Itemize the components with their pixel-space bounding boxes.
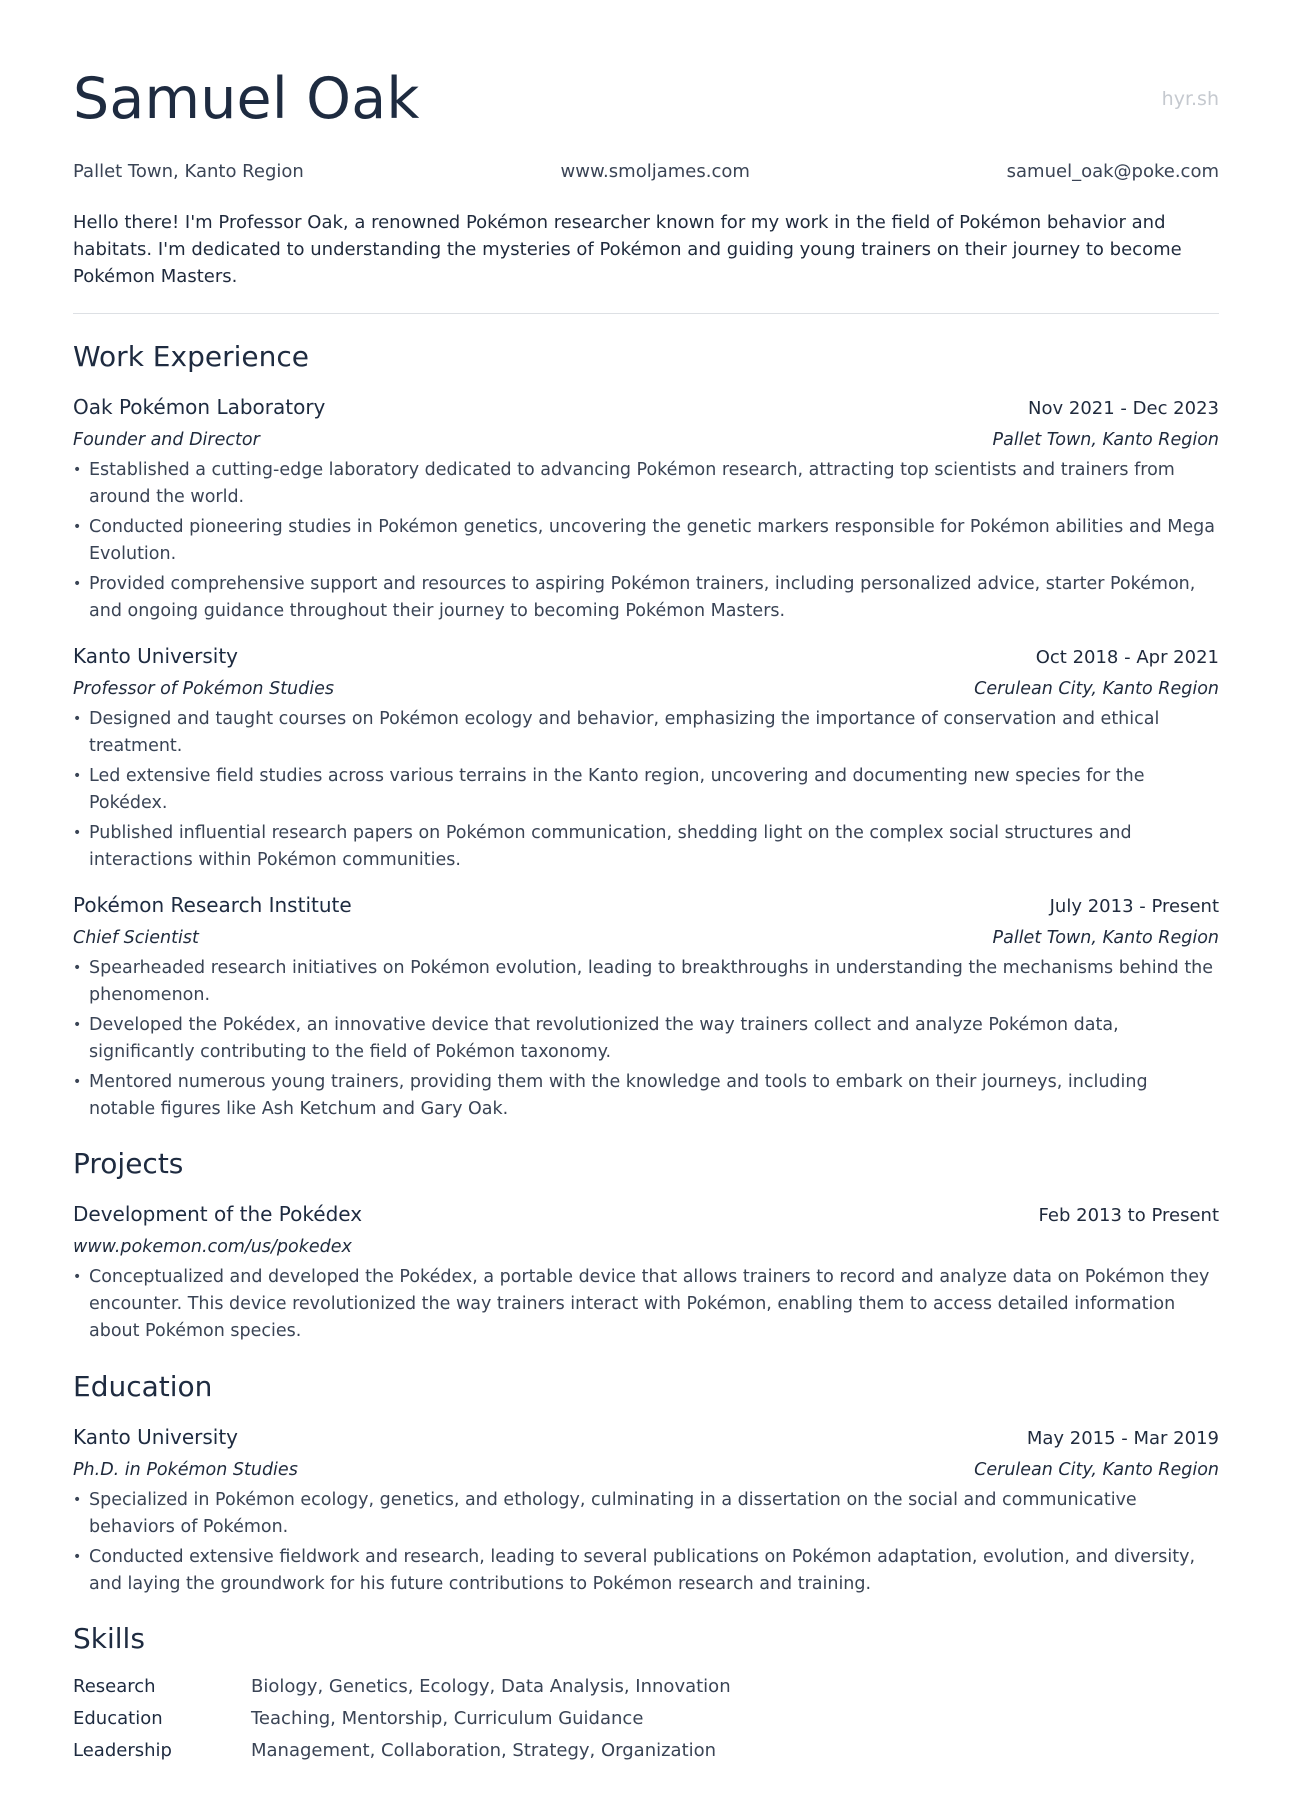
project-dates: Feb 2013 to Present <box>1038 1205 1219 1226</box>
section-title-skills: Skills <box>73 1622 145 1655</box>
work-entry <box>73 890 1219 1123</box>
skill-items: Management, Collaboration, Strategy, Organization <box>251 1740 717 1761</box>
work-org: Pokémon Research Institute <box>73 893 352 917</box>
bullet-item: • Established a cutting-edge laboratory dedicated to advancing Pokémon research, attracting top scientists and trainers from around the world. <box>73 457 1219 511</box>
work-role: Professor of Pokémon Studies <box>73 679 334 699</box>
work-bullets <box>73 706 1219 874</box>
work-location: Pallet Town, Kanto Region <box>992 430 1219 450</box>
work-entry <box>73 641 1219 874</box>
work-role: Founder and Director <box>73 430 260 450</box>
bullet-item: • Designed and taught courses on Pokémon ecology and behavior, emphasizing the importance of conservation and ethical treatment. <box>73 706 1219 760</box>
bullet-item: • Conducted extensive fieldwork and research, leading to several publications on Pokémon adaptation, evolution, and diversity, and laying the groundwork for his future contributions to Pokémon research and training. <box>73 1544 1219 1598</box>
education-bullets <box>73 1487 1219 1598</box>
bullet-item: • Conducted pioneering studies in Pokémon genetics, uncovering the genetic markers responsible for Pokémon abilities and Mega Evolution. <box>73 514 1219 568</box>
bullet-item: • Led extensive field studies across various terrains in the Kanto region, uncovering and documenting new species for the Pokédex. <box>73 763 1219 817</box>
section-title-work: Work Experience <box>73 340 309 373</box>
work-org: Kanto University <box>73 644 239 668</box>
skills-table <box>73 1671 1219 1767</box>
skill-category: Leadership <box>73 1740 172 1761</box>
work-bullets <box>73 955 1219 1123</box>
header-divider <box>73 313 1219 314</box>
project-entry <box>73 1199 1219 1345</box>
skill-row <box>73 1735 1219 1767</box>
bullet-item: • Specialized in Pokémon ecology, genetics, and ethology, culminating in a dissertation on the social and communicative behaviors of Pokémon. <box>73 1487 1219 1541</box>
contact-location: Pallet Town, Kanto Region <box>73 161 304 182</box>
skill-row <box>73 1671 1219 1703</box>
contact-website[interactable]: www.smoljames.com <box>560 161 750 182</box>
bullet-item: • Published influential research papers on Pokémon communication, shedding light on the complex social structures and interactions within Pokémon communities. <box>73 820 1219 874</box>
education-location: Cerulean City, Kanto Region <box>974 1460 1219 1480</box>
work-location: Pallet Town, Kanto Region <box>992 928 1219 948</box>
bullet-item: • Spearheaded research initiatives on Pokémon evolution, leading to breakthroughs in understanding the mechanisms behind the phenomenon. <box>73 955 1219 1009</box>
work-dates: Nov 2021 - Dec 2023 <box>1028 398 1219 419</box>
contact-bar <box>73 159 1219 185</box>
education-degree: Ph.D. in Pokémon Studies <box>73 1460 298 1480</box>
summary-text: Hello there! I'm Professor Oak, a renowned Pokémon researcher known for my work in the field of Pokémon behavior and habitats. I'm dedicated to understanding the mysteries of Pokémon and guiding young trainers on their journey to become Pokémon Masters. <box>73 212 1182 287</box>
project-link[interactable]: www.pokemon.com/us/pokedex <box>73 1237 352 1257</box>
brand-watermark[interactable]: hyr.sh <box>1161 88 1219 110</box>
section-title-education: Education <box>73 1370 213 1403</box>
skill-row <box>73 1703 1219 1735</box>
skill-items: Biology, Genetics, Ecology, Data Analysis, Innovation <box>251 1676 731 1697</box>
education-org: Kanto University <box>73 1425 239 1449</box>
project-bullets <box>73 1264 1219 1345</box>
work-dates: Oct 2018 - Apr 2021 <box>1035 647 1219 668</box>
work-dates: July 2013 - Present <box>1049 896 1219 917</box>
work-entry <box>73 392 1219 625</box>
work-bullets <box>73 457 1219 625</box>
work-location: Cerulean City, Kanto Region <box>974 679 1219 699</box>
bullet-item: • Provided comprehensive support and resources to aspiring Pokémon trainers, including personalized advice, starter Pokémon, and ongoing guidance throughout their journey to becoming Pokémon Masters. <box>73 571 1219 625</box>
education-entry <box>73 1422 1219 1598</box>
bullet-item: • Developed the Pokédex, an innovative device that revolutionized the way trainers collect and analyze Pokémon data, significantly contributing to the field of Pokémon taxonomy. <box>73 1012 1219 1066</box>
skill-items: Teaching, Mentorship, Curriculum Guidance <box>251 1708 644 1729</box>
work-org: Oak Pokémon Laboratory <box>73 395 326 419</box>
work-role: Chief Scientist <box>73 928 199 948</box>
contact-email[interactable]: samuel_oak@poke.com <box>1006 161 1219 182</box>
resume-header <box>73 0 1219 148</box>
bullet-item: • Conceptualized and developed the Pokédex, a portable device that allows trainers to record and analyze data on Pokémon they encounter. This device revolutionized the way trainers interact with Pokémon, enabling them to access detailed information about Pokémon species. <box>73 1264 1219 1345</box>
candidate-name: Samuel Oak <box>73 66 420 132</box>
bullet-item: • Mentored numerous young trainers, providing them with the knowledge and tools to embark on their journeys, including notable figures like Ash Ketchum and Gary Oak. <box>73 1069 1219 1123</box>
section-title-projects: Projects <box>73 1147 184 1180</box>
education-dates: May 2015 - Mar 2019 <box>1026 1428 1219 1449</box>
skill-category: Research <box>73 1676 156 1697</box>
project-name: Development of the Pokédex <box>73 1202 363 1226</box>
skill-category: Education <box>73 1708 163 1729</box>
